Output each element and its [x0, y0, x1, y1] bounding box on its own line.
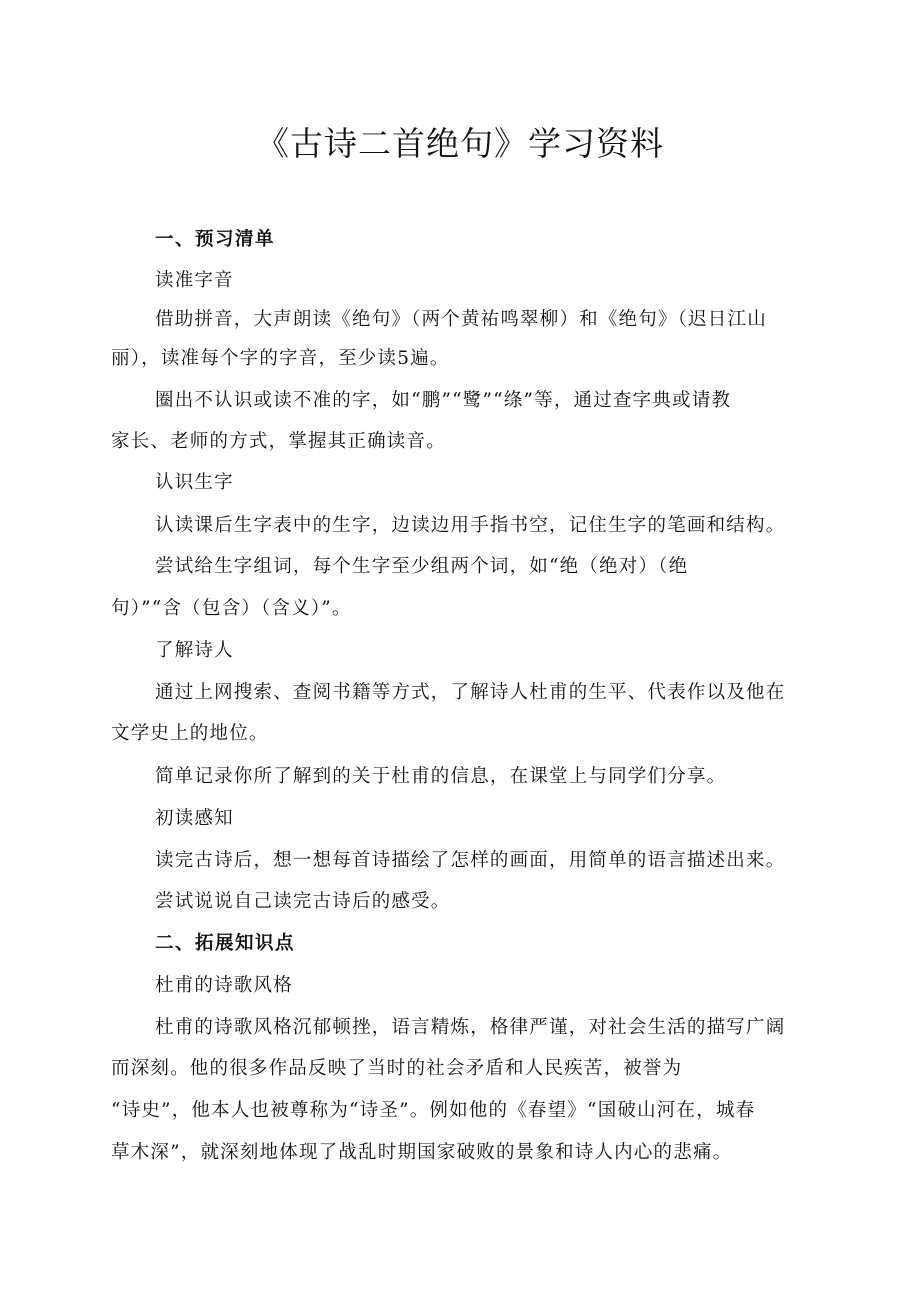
paragraph-line: 文学史上的地位。 — [111, 723, 269, 744]
paragraph-line: 通过上网搜索、查阅书籍等方式，了解诗人杜甫的生平、代表作以及他在 — [155, 682, 786, 703]
subheading-poet: 了解诗人 — [155, 640, 234, 661]
paragraph-line: 读完古诗后，想一想每首诗描绘了怎样的画面，用简单的语言描述出来。 — [155, 850, 786, 871]
paragraph-line: 尝试说说自己读完古诗后的感受。 — [155, 891, 451, 912]
paragraph-line: 认读课后生字表中的生字，边读边用手指书空，记住生字的笔画和结构。 — [155, 515, 786, 536]
document-title: 《古诗二首绝句》学习资料 — [256, 124, 664, 163]
paragraph-line: 借助拼音，大声朗读《绝句》（两个黄祐鸣翠柳）和《绝句》（迟日江山 — [155, 309, 767, 330]
section-heading-extension: 二、拓展知识点 — [155, 933, 296, 954]
paragraph-line: 简单记录你所了解到的关于杜甫的信息，在课堂上与同学们分享。 — [155, 766, 727, 787]
paragraph-line: 杜甫的诗歌风格沉郁顿挫，语言精炼，格律严谨，对社会生活的描写广阔 — [155, 1017, 786, 1038]
paragraph-line: “诗史”，他本人也被尊称为“诗圣”。例如他的《春望》“国破山河在，城春 — [111, 1100, 756, 1121]
paragraph-line: 而深刻。他的很多作品反映了当时的社会矛盾和人民疾苦，被誉为 — [111, 1058, 683, 1079]
paragraph-line: 尝试给生字组词，每个生字至少组两个词，如“绝（绝对）（绝 — [155, 556, 689, 577]
paragraph-line: 丽），读准每个字的字音，至少读5遍。 — [111, 348, 450, 369]
subheading-pronunciation: 读准字音 — [155, 270, 234, 291]
paragraph-line: 家长、老师的方式，掌握其正确读音。 — [111, 431, 446, 452]
subheading-first-reading: 初读感知 — [155, 808, 234, 829]
paragraph-line: 圈出不认识或读不准的字，如“鹏”“鹭”“绦”等，通过查字典或请教 — [155, 390, 732, 411]
paragraph-line: 句）”“含（包含）（含义）”。 — [111, 598, 352, 619]
paragraph-line: 草木深”，就深刻地体现了战乱时期国家破败的景象和诗人内心的悲痛。 — [111, 1142, 733, 1163]
section-heading-preview: 一、预习清单 — [155, 229, 276, 250]
subheading-poetry-style: 杜甫的诗歌风格 — [155, 975, 293, 996]
subheading-new-characters: 认识生字 — [155, 472, 234, 493]
